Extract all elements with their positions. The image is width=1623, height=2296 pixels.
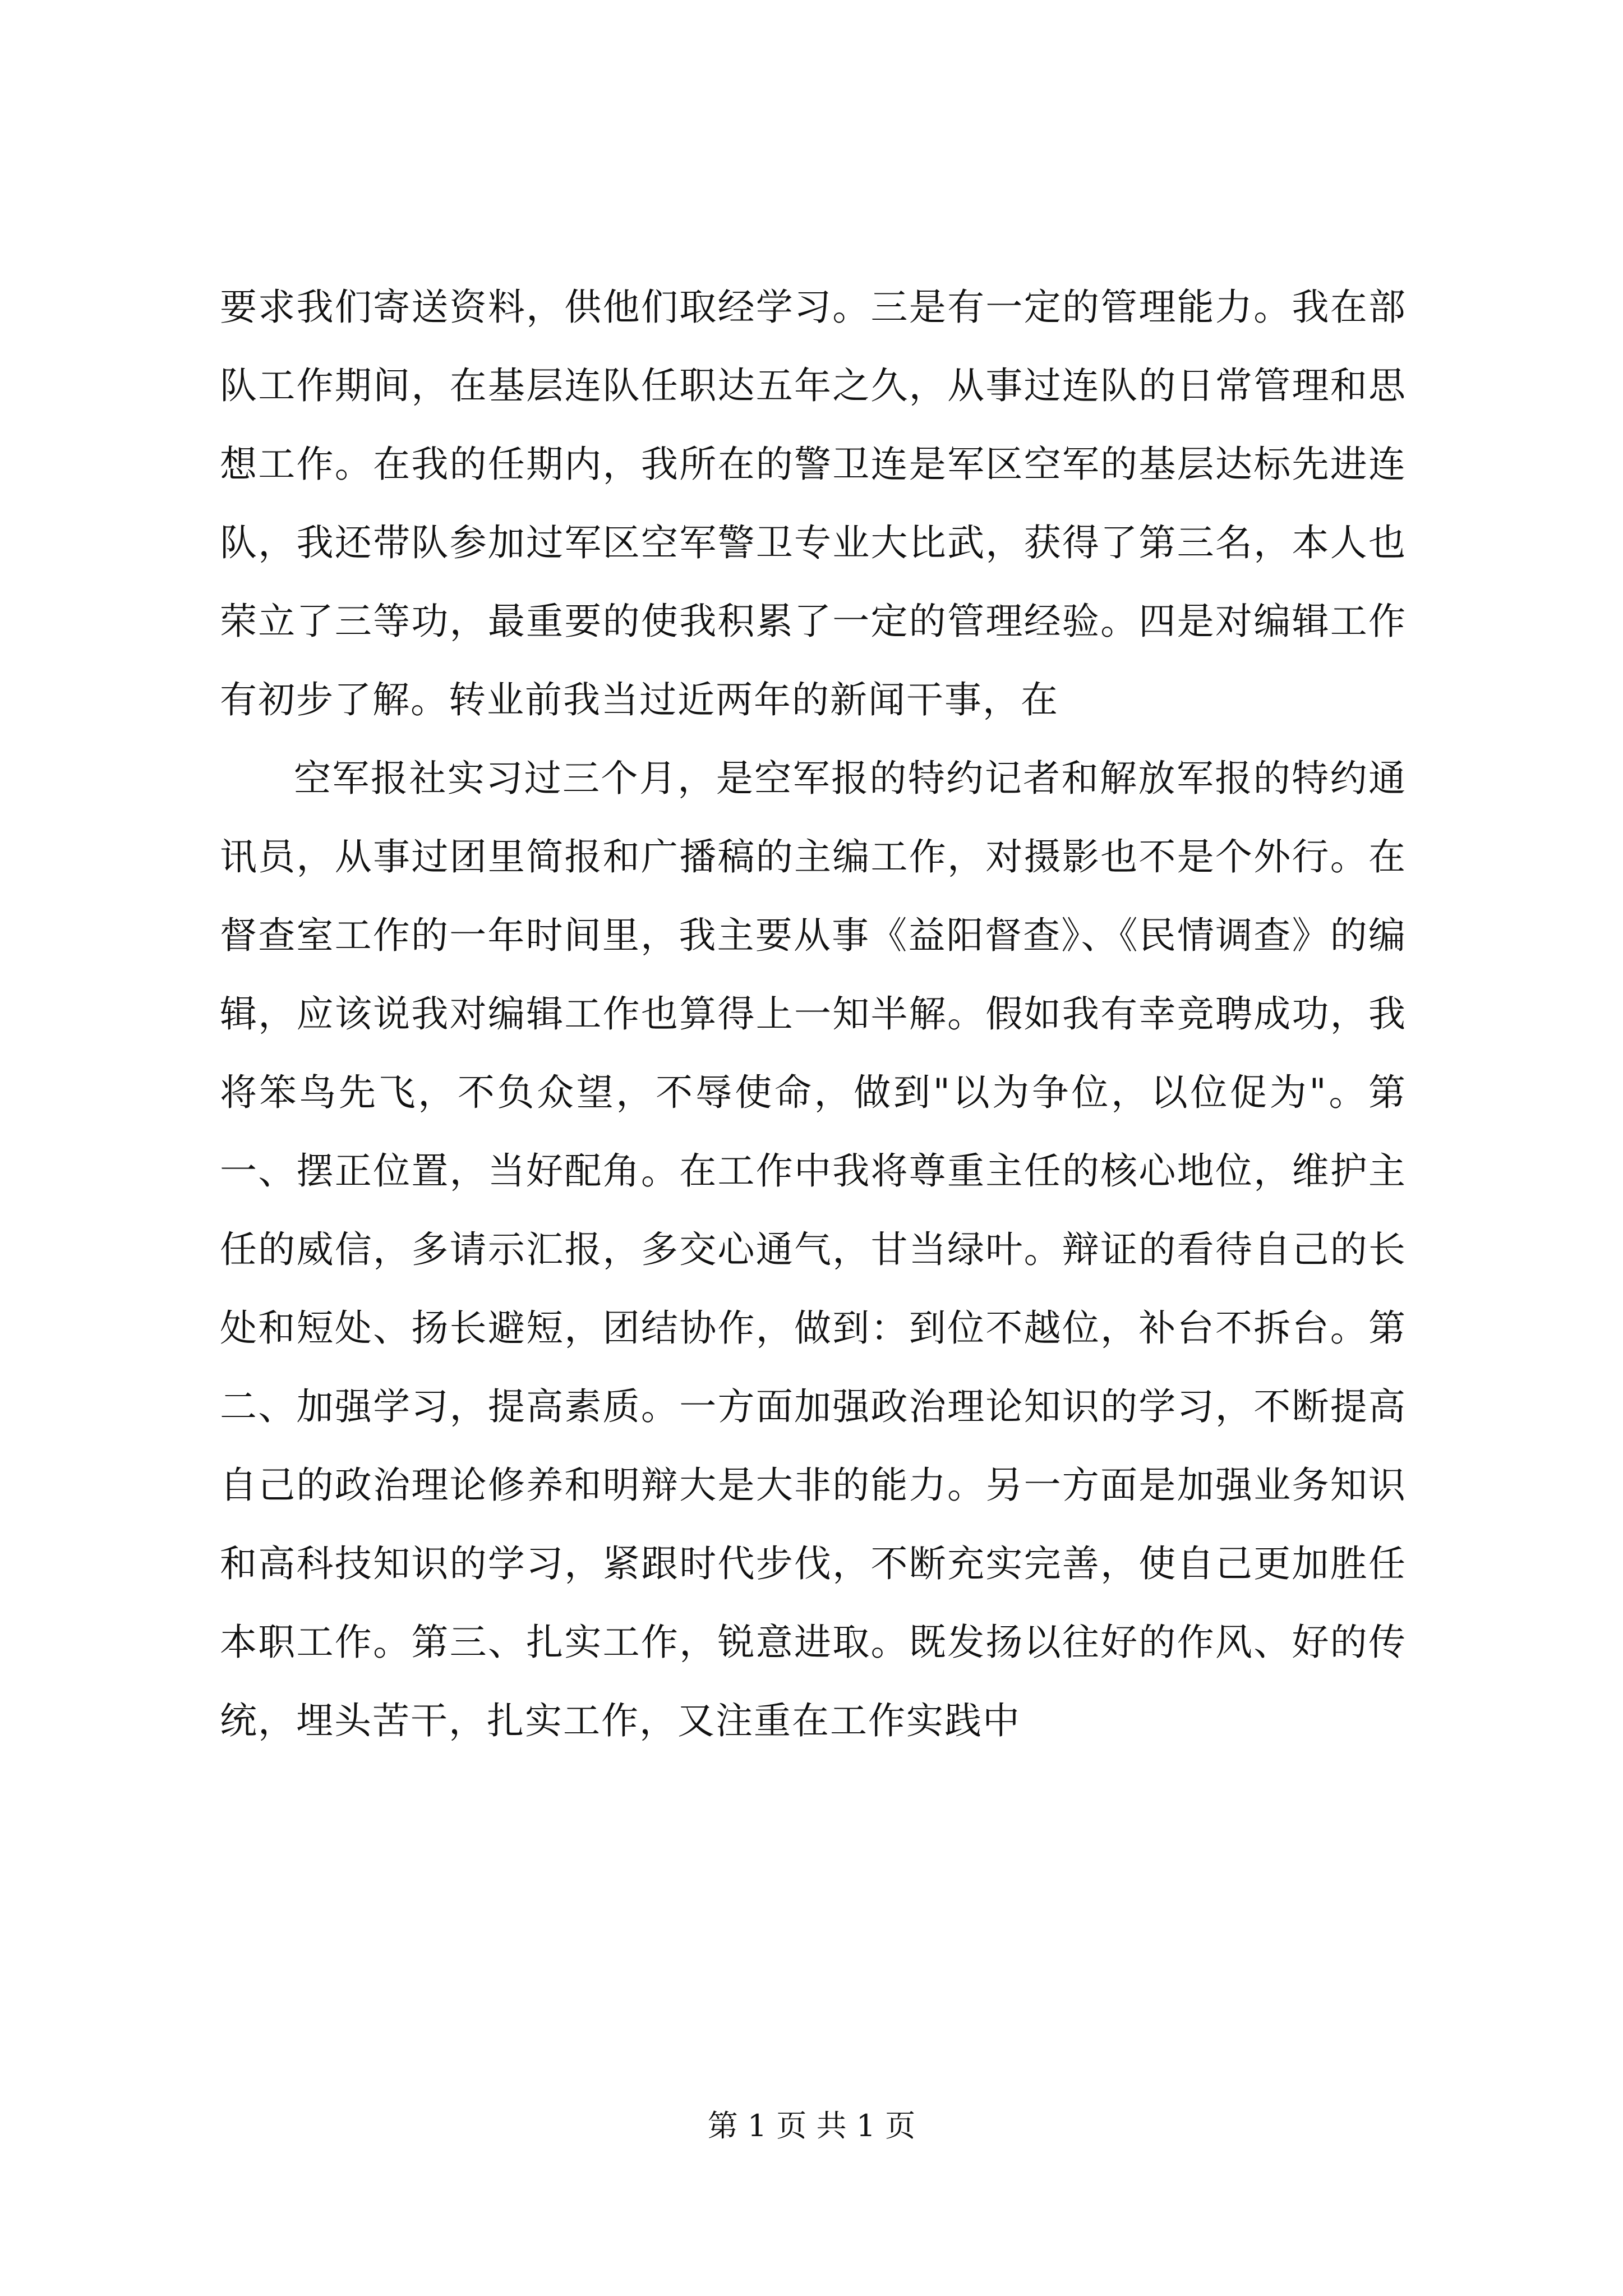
paragraph-2: 空军报社实习过三个月，是空军报的特约记者和解放军报的特约通讯员，从事过团里简报和广播稿的主编工作，对摄影也不是个外行。在督查室工作的一年时间里，我主要从事《益阳督查》、《民情调查》的编辑，应该说我对编辑工作也算得上一知半解。假如我有幸竞聘成功，我将笨鸟先飞，不负众望，不辱使命，做到"以为争位，以位促为"。第一、摆正位置，当好配角。在工作中我将尊重主任的核心地位，维护主任的威信，多请示汇报，多交心通气，甘当绿叶。辩证的看待自己的长处和短处、扬长避短，团结协作，做到：到位不越位，补台不拆台。第二、加强学习，提高素质。一方面加强政治理论知识的学习，不断提高自己的政治理论修养和明辩大是大非的能力。另一方面是加强业务知识和高科技知识的学习，紧跟时代步伐，不断充实完善，使自己更加胜任本职工作。第三、扎实工作，锐意进取。既发扬以往好的作风、好的传统，埋头苦干，扎实工作，又注重在工作实践中 [220, 757, 1407, 1742]
page-footer: 第 1 页 共 1 页 [707, 2108, 916, 2143]
document-body [220, 268, 1407, 1760]
paragraph-1: 要求我们寄送资料，供他们取经学习。三是有一定的管理能力。我在部队工作期间，在基层连队任职达五年之久，从事过连队的日常管理和思想工作。在我的任期内，我所在的警卫连是军区空军的基层达标先进连队，我还带队参加过军区空军警卫专业大比武，获得了第三名，本人也荣立了三等功，最重要的使我积累了一定的管理经验。四是对编辑工作有初步了解。转业前我当过近两年的新闻干事，在 [220, 286, 1407, 721]
